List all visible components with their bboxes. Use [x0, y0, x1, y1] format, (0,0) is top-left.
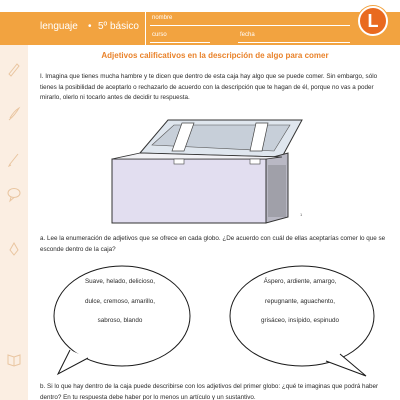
bubble-right-line-2: repugnante, aguachento,: [264, 298, 336, 305]
logo-letter: L: [367, 11, 379, 31]
pen-icon: [5, 60, 23, 78]
lenguaje-logo: [358, 6, 388, 36]
question-a: a. Lee la enumeración de adjetivos que se ofrece en cada globo. ¿De acuerdo con cuál de ellas aceptarías comer lo que se esconde dentro de la caja?: [40, 235, 386, 253]
sidebar: [0, 45, 28, 400]
curso-line[interactable]: [150, 42, 210, 43]
page-title: Adjetivos calificativos en la descripción de algo para comer: [101, 51, 329, 60]
box-illustration: [110, 115, 310, 227]
bubble-left-line-3: sabroso, blando: [97, 317, 143, 324]
quill-icon: [5, 105, 23, 123]
bubble-right-line-3: grisáceo, insípido, espinudo: [260, 317, 340, 324]
header-grade: 5º básico: [98, 21, 139, 32]
header-divider: [145, 12, 146, 45]
fecha-label: fecha: [240, 32, 255, 38]
bubble-right-line-1: Áspero, ardiente, amargo,: [263, 278, 337, 285]
image-caption: 1: [300, 212, 303, 217]
header-subject: lenguaje: [40, 21, 78, 32]
intro-paragraph: I. Imagina que tienes mucha hambre y te dicen que dentro de esta caja hay algo que se puede comer. Sin embargo, sólo tienes la posibilidad de aceptarlo o rechazarlo de acuerdo con la descripción que te hagan de él, porque no vas a poder mirarlo, olerlo ni tocarlo antes de decidir tu respuesta.: [40, 73, 378, 101]
chat-icon: [5, 185, 23, 203]
nombre-line[interactable]: [150, 25, 350, 26]
curso-label: curso: [152, 32, 167, 38]
nombre-label: nombre: [152, 15, 173, 21]
bubble-left-line-2: dulce, cremoso, amarillo,: [85, 298, 155, 305]
question-b: b. Si lo que hay dentro de la caja puede describirse con los adjetivos del primer globo: ¿qué te imaginas que podrá haber dentro? En tu respuesta debe haber por lo menos un artículo y un sustantivo.: [40, 383, 379, 400]
bubble-left-line-1: Suave, helado, delicioso,: [84, 278, 155, 285]
pencil-icon: [5, 150, 23, 168]
fecha-line[interactable]: [238, 42, 350, 43]
pen-nib-icon: [5, 240, 23, 258]
book-icon: [5, 350, 23, 368]
header-bullet: •: [88, 21, 92, 32]
